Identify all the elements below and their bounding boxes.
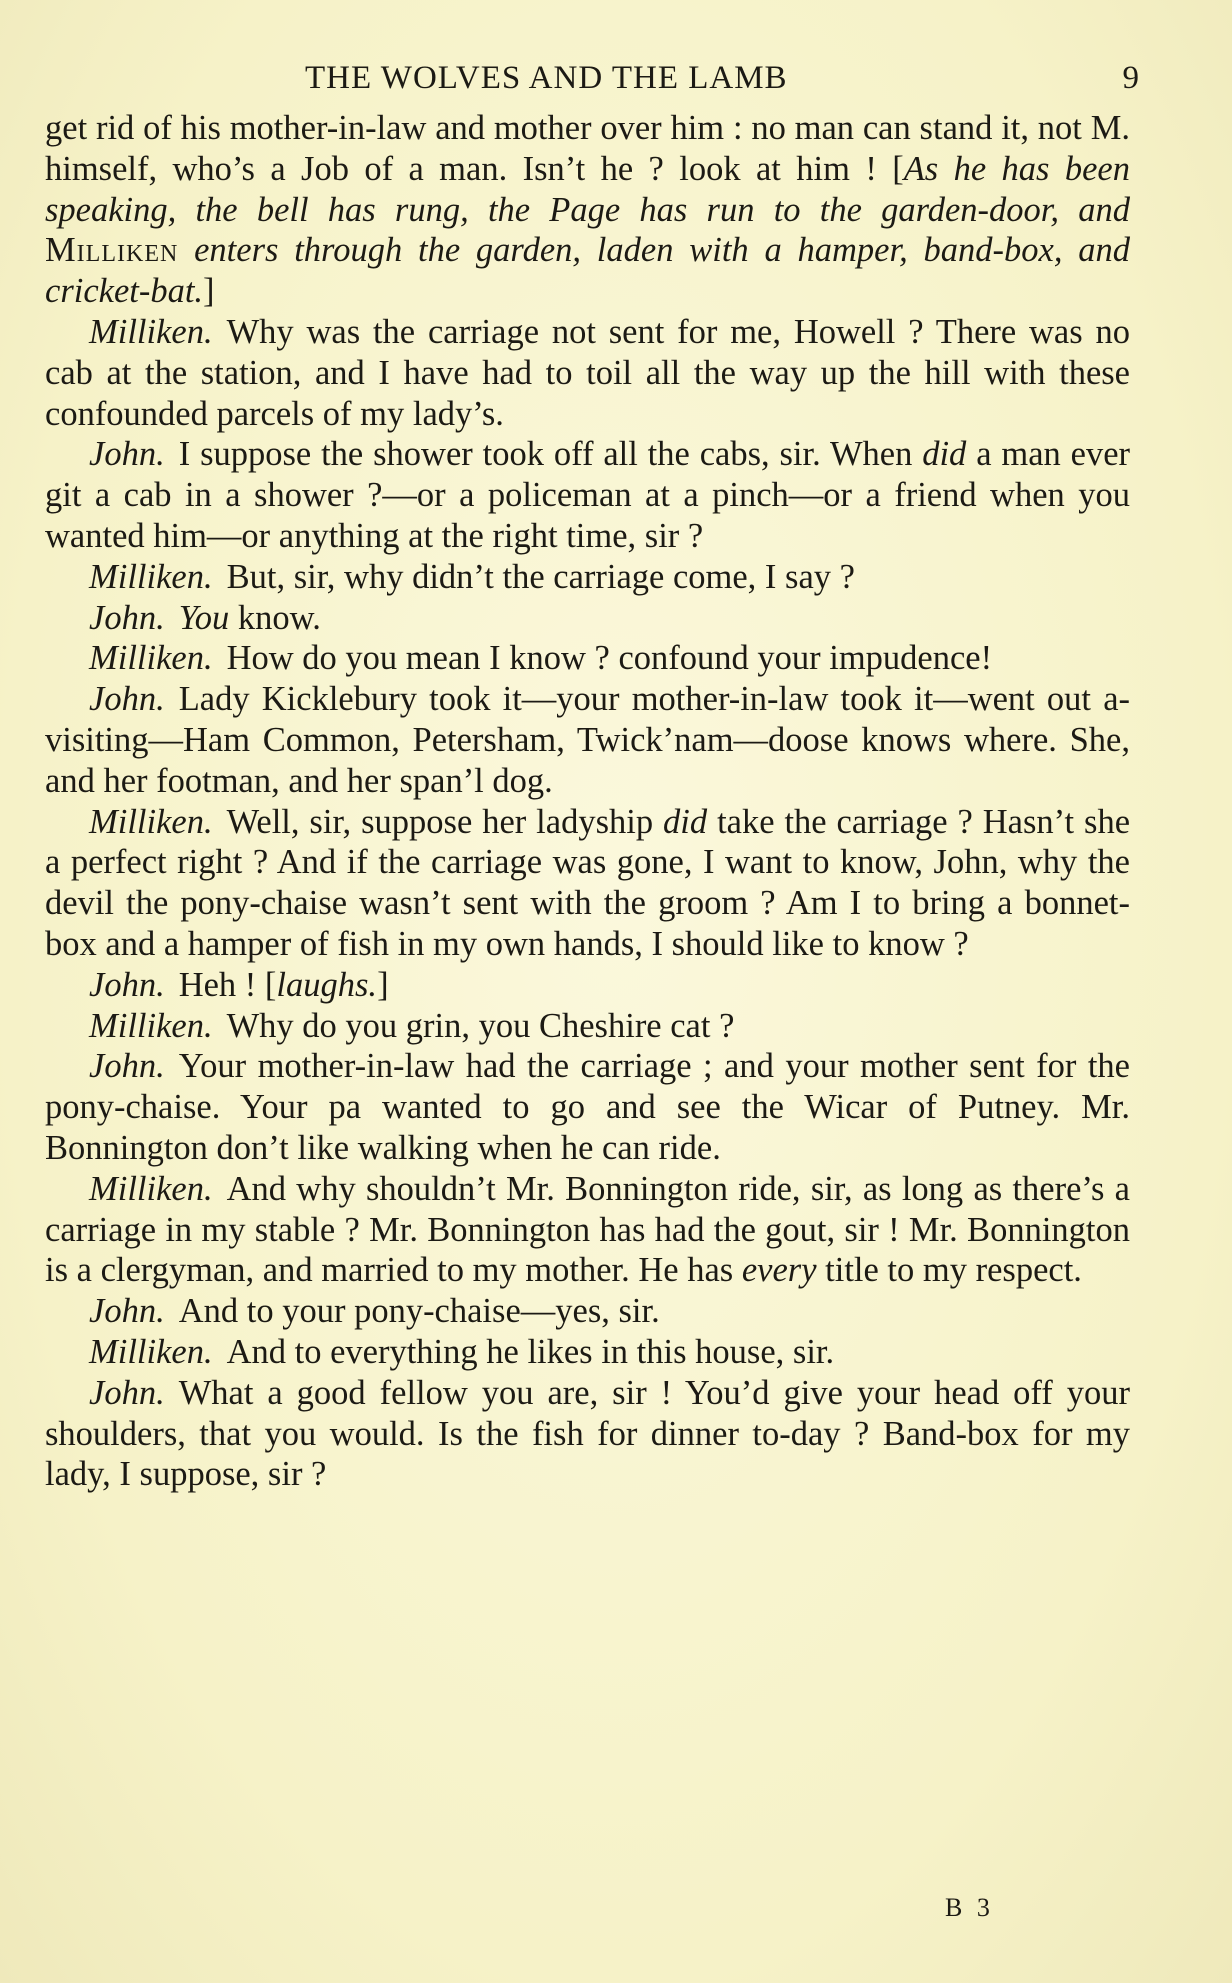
body-text (45, 108, 1130, 1495)
speech-text: Well, sir, suppose her ladyship (226, 802, 654, 841)
speech (45, 638, 1130, 679)
speech (45, 965, 1130, 1006)
speech (45, 679, 1130, 801)
speech-text: And to your pony-chaise—yes, sir. (178, 1292, 660, 1331)
speech-text: a man ever git a cab in a shower ?—or a policeman at a pinch—or a friend when you wanted him—or anything at the right time, sir ? (45, 435, 1131, 555)
paragraph-text: get rid of his mother-in-law and mother over him : no man can stand it, not M. himself, who’s a Job of a man. Isn’t he ? look at him ! [ (45, 109, 1130, 188)
speech (45, 1169, 1130, 1291)
speech-text: And why shouldn’t Mr. Bonnington ride, sir, as long as there’s a carriage in my stable ? Mr. Bonnington has had the gout, sir ! Mr. Bonnington is a clergyman, and married to my mother. He has (45, 1169, 1130, 1290)
speech-text: title to my respect. (825, 1251, 1082, 1290)
page-header (45, 52, 1140, 108)
speech-text: take the carriage ? Hasn’t she a perfect right ? And if the carriage was gone, I want to know, John, why the devil the pony-chaise wasn’t sent with the groom ? Am I to bring a bonnet-box and a hamper of fish in my own hands, I should like to know ? (45, 802, 1131, 963)
speech-text: What a good fellow you are, sir ! You’d give your head off your shoulders, that you would. Is the fish for dinner to-day ? Band-box for my lady, I suppose, sir ? (45, 1373, 1130, 1494)
stage-direction: As he has been speaking, the bell has rung, the Page has run to the garden-door, and (45, 149, 1130, 229)
speaker-name: Milliken. (89, 1332, 213, 1371)
emphasis: laughs. (276, 965, 378, 1004)
speaker-name: John. (89, 1373, 165, 1412)
speaker-name: Milliken. (89, 1006, 213, 1045)
book-page (45, 52, 1140, 1495)
speech-text: How do you mean I know ? confound your impudence! (226, 639, 993, 678)
emphasis: did (663, 802, 708, 841)
speech-text: Lady Kicklebury took it—your mother-in-law took it—went out a-visiting—Ham Common, Petersham, Twick’nam—doose knows where. She, and her footman, and her span’l dog. (45, 680, 1130, 800)
speech-text: But, sir, why didn’t the carriage come, I say ? (226, 557, 855, 596)
speech-text: Your mother-in-law had the carriage ; and your mother sent for the pony-chaise. Your pa wanted to go and see the Wicar of Putney. Mr. Bonnington don’t like walking when he can ride. (45, 1047, 1130, 1167)
speech (45, 802, 1130, 965)
speech (45, 598, 1130, 639)
speech-text: ] (377, 965, 389, 1004)
speaker-name: John. (89, 598, 165, 637)
stage-direction: enters through the garden, laden with a hamper, band-box, and cricket-bat. (45, 231, 1130, 311)
speaker-name: John. (89, 1292, 165, 1331)
speech-text: Heh ! [ (178, 965, 277, 1004)
emphasis: did (922, 435, 967, 474)
speaker-name: John. (89, 435, 165, 474)
speaker-name: Milliken. (89, 639, 213, 678)
page-number: 9 (1122, 60, 1140, 96)
speech-text: Why was the carriage not sent for me, Howell ? There was no cab at the station, and I have had to toil all the way up the hill with these confounded parcels of my lady’s. (45, 312, 1130, 433)
running-title: THE WOLVES AND THE LAMB (305, 60, 788, 96)
speech (45, 1373, 1130, 1495)
speech-text: And to everything he likes in this house, sir. (226, 1332, 835, 1371)
speech (45, 557, 1130, 598)
speech-text: Why do you grin, you Cheshire cat ? (226, 1006, 735, 1045)
speaker-name: Milliken. (89, 802, 213, 841)
speaker-name: John. (89, 680, 165, 719)
speech (45, 1332, 1130, 1373)
emphasis: You (178, 598, 230, 637)
emphasis: every (741, 1251, 817, 1290)
signature-mark: B 3 (945, 1893, 994, 1922)
bracket: ] (203, 272, 215, 311)
speech (45, 1046, 1130, 1168)
speaker-name: John. (89, 1047, 165, 1086)
speech (45, 1006, 1130, 1047)
speech-text: know. (237, 598, 321, 637)
speech (45, 312, 1130, 434)
stage-direction-paragraph (45, 108, 1130, 312)
speech-text: I suppose the shower took off all the cabs, sir. When (178, 435, 913, 474)
speech (45, 434, 1130, 556)
speech (45, 1291, 1130, 1332)
speaker-name: Milliken. (89, 1169, 213, 1208)
speaker-name: Milliken. (89, 312, 213, 351)
speaker-name: John. (89, 965, 165, 1004)
character-name: Milliken (45, 231, 179, 270)
speaker-name: Milliken. (89, 557, 213, 596)
